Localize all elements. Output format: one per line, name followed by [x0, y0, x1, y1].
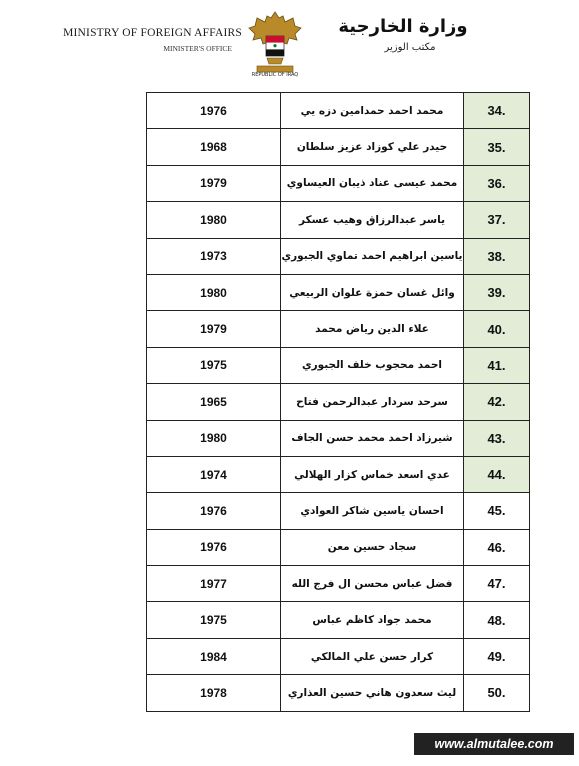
table-row — [147, 384, 530, 420]
table-row — [147, 529, 530, 565]
full-name-cell: كرار حسن علي المالكي — [281, 638, 464, 674]
row-number-cell: 40. — [464, 311, 530, 347]
table-row — [147, 675, 530, 711]
row-number-cell: 37. — [464, 202, 530, 238]
table-row — [147, 420, 530, 456]
full-name-cell: حيدر علي كوزاد عزيز سلطان — [281, 129, 464, 165]
full-name-cell: فضل عباس محسن ال فرج الله — [281, 566, 464, 602]
birth-year-cell: 1984 — [147, 638, 281, 674]
row-number-cell: 38. — [464, 238, 530, 274]
names-table — [146, 92, 530, 712]
birth-year-cell: 1968 — [147, 129, 281, 165]
table-row — [147, 311, 530, 347]
table-row — [147, 347, 530, 383]
birth-year-cell: 1974 — [147, 456, 281, 492]
ministry-title-arabic: وزارة الخارجية — [338, 16, 468, 37]
row-number-cell: 49. — [464, 638, 530, 674]
row-number-cell: 42. — [464, 384, 530, 420]
table-row — [147, 602, 530, 638]
full-name-cell: وائل غسان حمزة علوان الربيعي — [281, 274, 464, 310]
birth-year-cell: 1979 — [147, 165, 281, 201]
row-number-cell: 36. — [464, 165, 530, 201]
iraq-eagle-emblem-icon — [247, 8, 303, 80]
full-name-cell: ياسر عبدالرزاق وهيب عسكر — [281, 202, 464, 238]
birth-year-cell: 1975 — [147, 602, 281, 638]
full-name-cell: ياسين ابراهيم احمد تماوي الجبوري — [281, 238, 464, 274]
full-name-cell: ليث سعدون هاني حسين العذاري — [281, 675, 464, 711]
full-name-cell: محمد احمد حمدامين دزه يي — [281, 93, 464, 129]
row-number-cell: 41. — [464, 347, 530, 383]
birth-year-cell: 1976 — [147, 93, 281, 129]
row-number-cell: 46. — [464, 529, 530, 565]
letterhead — [0, 0, 579, 88]
names-table-container — [146, 92, 528, 712]
row-number-cell: 39. — [464, 274, 530, 310]
full-name-cell: احمد محجوب خلف الجبوري — [281, 347, 464, 383]
table-row — [147, 238, 530, 274]
full-name-cell: علاء الدين رياض محمد — [281, 311, 464, 347]
birth-year-cell: 1978 — [147, 675, 281, 711]
table-row — [147, 129, 530, 165]
birth-year-cell: 1965 — [147, 384, 281, 420]
birth-year-cell: 1977 — [147, 566, 281, 602]
full-name-cell: شيرزاد احمد محمد حسن الجاف — [281, 420, 464, 456]
website-watermark: www.almutalee.com — [414, 733, 574, 755]
row-number-cell: 35. — [464, 129, 530, 165]
table-row — [147, 566, 530, 602]
birth-year-cell: 1979 — [147, 311, 281, 347]
table-row — [147, 165, 530, 201]
birth-year-cell: 1975 — [147, 347, 281, 383]
office-subtitle-arabic: مكتب الوزير — [384, 42, 436, 53]
table-row — [147, 93, 530, 129]
row-number-cell: 45. — [464, 493, 530, 529]
table-row — [147, 456, 530, 492]
row-number-cell: 44. — [464, 456, 530, 492]
table-row — [147, 274, 530, 310]
row-number-cell: 34. — [464, 93, 530, 129]
office-subtitle-english: MINISTER'S OFFICE — [163, 44, 232, 53]
ministry-title-english: MINISTRY OF FOREIGN AFFAIRS — [63, 27, 242, 39]
row-number-cell: 48. — [464, 602, 530, 638]
birth-year-cell: 1973 — [147, 238, 281, 274]
birth-year-cell: 1980 — [147, 274, 281, 310]
table-row — [147, 493, 530, 529]
row-number-cell: 50. — [464, 675, 530, 711]
emblem-caption: REPUBLIC OF IRAQ — [251, 72, 299, 78]
full-name-cell: سجاد حسين معن — [281, 529, 464, 565]
full-name-cell: احسان ياسين شاكر العوادي — [281, 493, 464, 529]
table-row — [147, 202, 530, 238]
birth-year-cell: 1980 — [147, 202, 281, 238]
birth-year-cell: 1980 — [147, 420, 281, 456]
table-row — [147, 638, 530, 674]
birth-year-cell: 1976 — [147, 493, 281, 529]
full-name-cell: محمد جواد كاظم عباس — [281, 602, 464, 638]
full-name-cell: محمد عيسى عناد ذيبان العيساوي — [281, 165, 464, 201]
birth-year-cell: 1976 — [147, 529, 281, 565]
full-name-cell: عدي اسعد خماس كزار الهلالي — [281, 456, 464, 492]
full-name-cell: سرحد سردار عبدالرحمن فتاح — [281, 384, 464, 420]
row-number-cell: 43. — [464, 420, 530, 456]
row-number-cell: 47. — [464, 566, 530, 602]
